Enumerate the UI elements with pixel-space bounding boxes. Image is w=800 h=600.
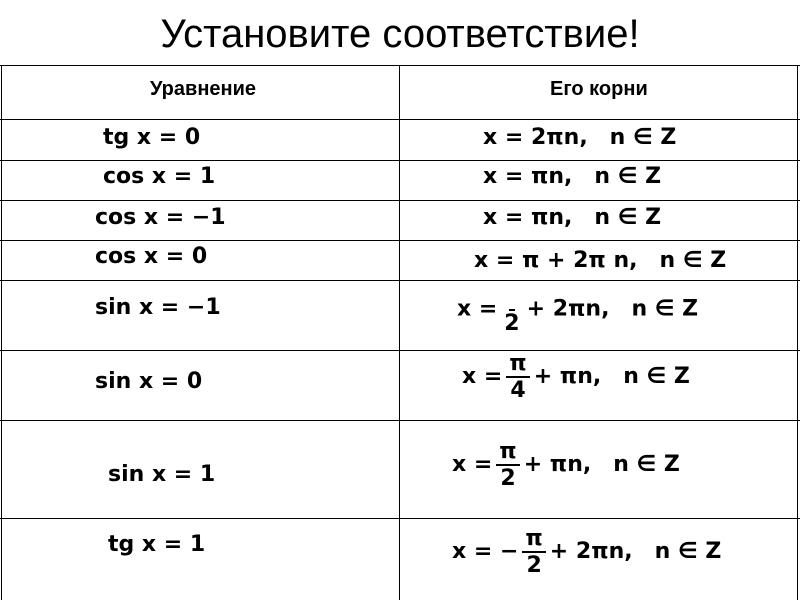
roots-prefix: x = (462, 364, 503, 390)
fraction (522, 527, 545, 577)
equation-cell: sin x = 0 (95, 369, 203, 394)
roots-set: n ∈ Z (594, 205, 662, 230)
fraction-numerator: π (522, 527, 545, 553)
roots-prefix: x = − (452, 539, 519, 565)
equation-cell: tg x = 0 (103, 125, 201, 150)
roots-expression: x = 2πn, (483, 125, 588, 150)
roots-cell (462, 352, 690, 402)
fraction-numerator (509, 284, 515, 311)
roots-set: n ∈ Z (654, 539, 722, 565)
roots-suffix: + πn, (533, 364, 602, 390)
row-divider (0, 160, 800, 161)
fraction (496, 440, 519, 490)
roots-cell (452, 440, 680, 490)
table-border-top (0, 65, 800, 66)
roots-suffix: + πn, (523, 452, 592, 478)
row-divider (0, 518, 800, 519)
header-equation: Уравнение (150, 78, 257, 100)
roots-prefix: x = (452, 452, 493, 478)
roots-expression: x = πn, (483, 205, 573, 230)
roots-set: n ∈ Z (609, 125, 677, 150)
roots-set: n ∈ Z (659, 248, 727, 273)
row-divider (0, 420, 800, 421)
equation-cell: sin x = −1 (95, 295, 221, 320)
roots-set: n ∈ Z (631, 296, 699, 322)
fraction (501, 284, 522, 335)
roots-prefix: x = (457, 296, 498, 322)
fraction-numerator: π (496, 440, 519, 466)
equation-cell: tg x = 1 (108, 532, 206, 557)
roots-cell (457, 284, 698, 335)
equation-cell: cos x = 1 (103, 164, 216, 189)
table-border-right (797, 65, 798, 600)
roots-cell (474, 248, 726, 273)
row-divider (0, 240, 800, 241)
roots-cell (483, 125, 676, 150)
row-divider (0, 119, 800, 120)
roots-expression: x = π + 2π n, (474, 248, 638, 273)
roots-suffix: + 2πn, (526, 296, 610, 322)
roots-expression: x = πn, (483, 164, 573, 189)
fraction-denominator: 4 (510, 378, 526, 404)
equation-cell: cos x = 0 (95, 244, 208, 269)
roots-set: n ∈ Z (613, 452, 680, 478)
row-divider (0, 280, 800, 281)
row-divider (0, 200, 800, 201)
row-divider (0, 350, 800, 351)
fraction-denominator: 2 (526, 553, 542, 579)
fraction-denominator: 2 (504, 311, 520, 336)
roots-cell (483, 205, 661, 230)
header-roots: Его корни (550, 78, 648, 100)
fraction (506, 352, 529, 402)
column-divider (399, 65, 400, 600)
table-border-left (1, 65, 2, 600)
roots-suffix: + 2πn, (549, 539, 633, 565)
roots-set: n ∈ Z (594, 164, 662, 189)
equation-cell: cos x = −1 (95, 205, 226, 230)
roots-set: n ∈ Z (623, 364, 690, 390)
page-title: Установите соответствие! (160, 12, 640, 56)
roots-cell (483, 164, 661, 189)
roots-cell (452, 527, 721, 577)
fraction-numerator: π (506, 352, 529, 378)
fraction-denominator: 2 (500, 466, 516, 492)
equation-cell: sin x = 1 (108, 462, 216, 487)
